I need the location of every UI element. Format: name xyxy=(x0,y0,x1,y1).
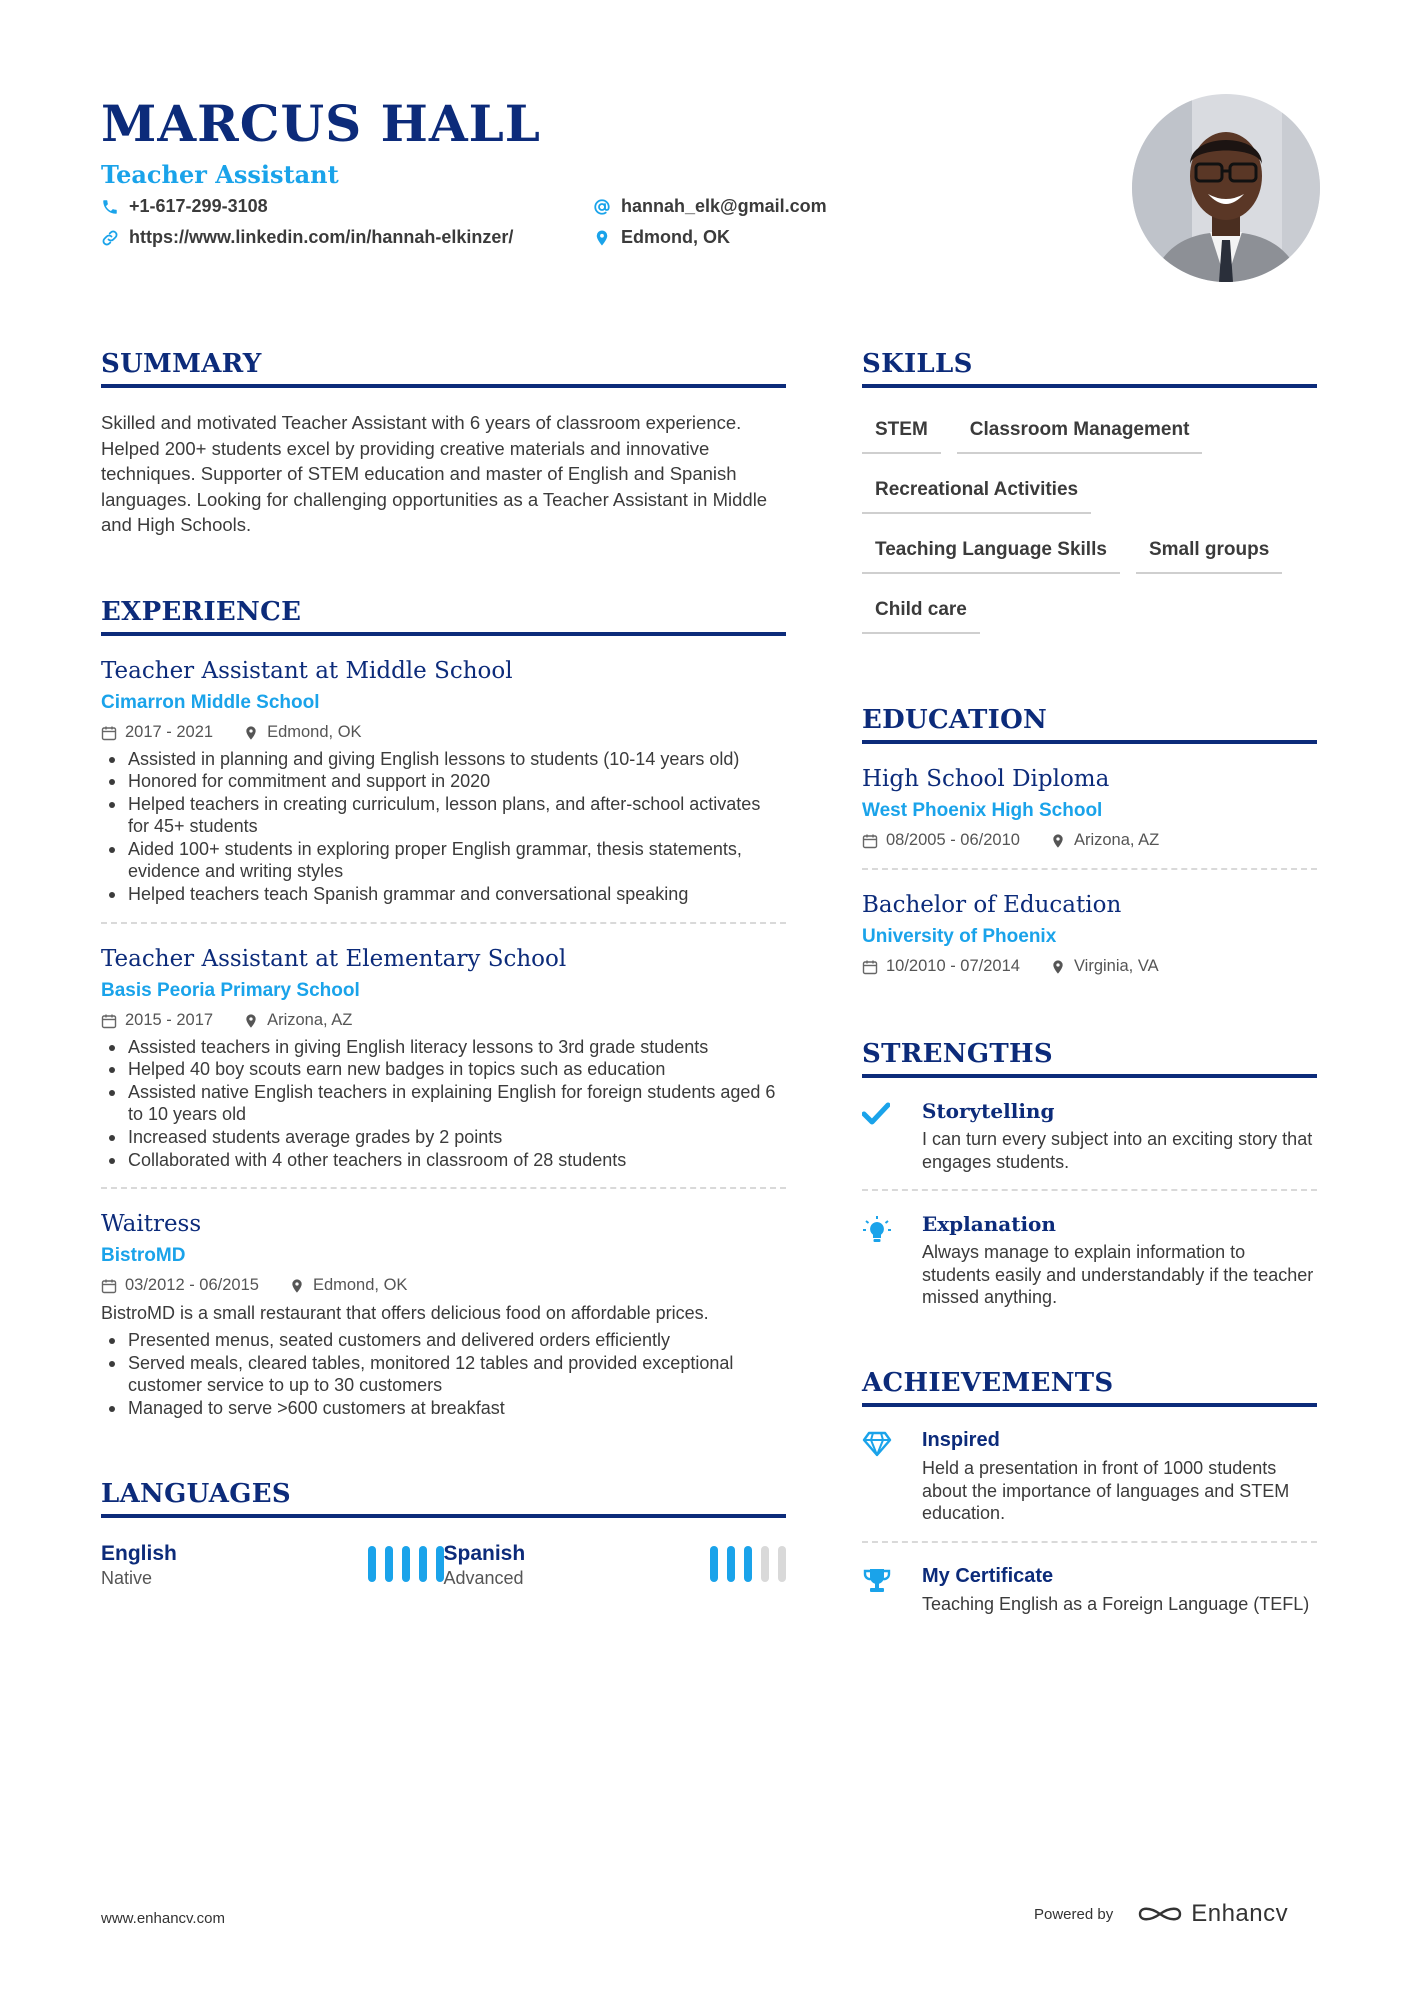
education-heading: EDUCATION xyxy=(862,704,1317,744)
proficiency-bar xyxy=(419,1546,427,1582)
experience-item xyxy=(101,636,786,924)
experience-heading: EXPERIENCE xyxy=(101,596,786,636)
location-pin-icon xyxy=(243,724,259,740)
calendar-icon xyxy=(101,1277,117,1293)
proficiency-bar xyxy=(778,1546,786,1582)
bullet-item: Helped teachers teach Spanish grammar and conversational speaking xyxy=(101,883,786,906)
trophy-icon xyxy=(862,1582,892,1599)
achievements-section xyxy=(862,1367,1317,1615)
footer-branding xyxy=(1034,1900,1288,1928)
skill-tag: Recreational Activities xyxy=(862,472,1091,514)
strength-title: Storytelling xyxy=(922,1099,1055,1123)
proficiency-bar xyxy=(727,1546,735,1582)
enhancv-logo[interactable] xyxy=(1137,1900,1288,1928)
experience-item xyxy=(101,1189,786,1419)
education-location: Virginia, VA xyxy=(1073,957,1159,975)
degree-title: High School Diploma xyxy=(862,766,1110,792)
skill-tag: Teaching Language Skills xyxy=(862,532,1120,574)
bullet-item: Presented menus, seated customers and delivered orders efficiently xyxy=(101,1329,786,1352)
job-location: Edmond, OK xyxy=(267,722,362,741)
link-icon xyxy=(101,229,119,247)
bullet-item: Assisted native English teachers in explaining English for foreign students aged 6 to 10 years old xyxy=(101,1081,786,1126)
education-dates: 10/2010 - 07/2014 xyxy=(886,957,1020,975)
profile-photo xyxy=(1132,94,1320,282)
bullet-item: Assisted teachers in giving English literacy lessons to 3rd grade students xyxy=(101,1036,786,1059)
proficiency-bar xyxy=(402,1546,410,1582)
summary-text: Skilled and motivated Teacher Assistant with 6 years of classroom experience. Helped 200+ students excel by providing creative materials and innovative techniques. Supporter of STEM education and master of English and Spanish languages. Looking for challenging opportunities as a Teacher Assistant in Middle and High Schools. xyxy=(101,412,768,535)
contact-linkedin[interactable] xyxy=(101,227,513,248)
calendar-icon xyxy=(862,832,878,848)
experience-item xyxy=(101,924,786,1190)
right-column xyxy=(862,348,1317,1615)
summary-section xyxy=(101,348,786,538)
languages-list xyxy=(101,1542,786,1590)
contact-location xyxy=(593,227,730,248)
brand-name: Enhancv xyxy=(1191,1900,1289,1927)
proficiency-bar xyxy=(761,1546,769,1582)
skill-tag: Child care xyxy=(862,592,980,634)
bullet-item: Helped teachers in creating curriculum, lesson plans, and after-school activates for 45+ students xyxy=(101,793,786,838)
strengths-heading: STRENGTHS xyxy=(862,1038,1317,1078)
language-name: Spanish xyxy=(443,1541,526,1565)
job-description: BistroMD is a small restaurant that offers delicious food on affordable prices. xyxy=(101,1303,709,1324)
diamond-icon xyxy=(862,1444,892,1461)
experience-section xyxy=(101,596,786,1420)
education-section xyxy=(862,704,1317,978)
achievement-desc: Teaching English as a Foreign Language (TEFL) xyxy=(922,1593,1310,1614)
degree-title: Bachelor of Education xyxy=(862,892,1122,918)
job-title: Waitress xyxy=(101,1211,202,1238)
achievement-title: Inspired xyxy=(922,1428,1000,1451)
location-pin-icon xyxy=(243,1012,259,1028)
language-name: English xyxy=(101,1541,177,1565)
proficiency-bar xyxy=(744,1546,752,1582)
proficiency-bar xyxy=(436,1546,444,1582)
job-meta xyxy=(101,1273,786,1297)
footer-website[interactable]: www.enhancv.com xyxy=(101,1910,225,1927)
bullet-item: Assisted in planning and giving English lessons to students (10-14 years old) xyxy=(101,748,786,771)
job-dates: 2017 - 2021 xyxy=(125,722,214,741)
achievement-item xyxy=(862,1543,1317,1616)
location-text: Edmond, OK xyxy=(621,227,730,247)
job-company: Basis Peoria Primary School xyxy=(101,979,360,1001)
strength-item xyxy=(862,1191,1317,1309)
language-item xyxy=(444,1542,787,1590)
job-dates: 2015 - 2017 xyxy=(125,1010,214,1029)
education-dates: 08/2005 - 06/2010 xyxy=(886,831,1020,849)
proficiency-bar xyxy=(368,1546,376,1582)
location-pin-icon xyxy=(289,1277,305,1293)
lightbulb-icon xyxy=(862,1232,892,1249)
bullet-item: Served meals, cleared tables, monitored 12 tables and provided exceptional customer service to up to 30 customers xyxy=(101,1352,786,1397)
resume-header xyxy=(101,94,1101,190)
check-icon xyxy=(862,1113,890,1130)
candidate-name: MARCUS HALL xyxy=(101,94,541,153)
job-company: Cimarron Middle School xyxy=(101,691,320,713)
strength-desc: Always manage to explain information to students easily and understandably if the teacher missed anything. xyxy=(922,1242,1314,1308)
contact-email[interactable] xyxy=(593,196,827,217)
job-location: Edmond, OK xyxy=(312,1276,408,1295)
language-item xyxy=(101,1542,444,1590)
calendar-icon xyxy=(101,1012,117,1028)
strength-desc: I can turn every subject into an exciting story that engages students. xyxy=(922,1129,1313,1172)
job-bullets xyxy=(101,1329,786,1419)
strength-item xyxy=(862,1078,1317,1173)
left-column xyxy=(101,348,786,1590)
achievement-desc: Held a presentation in front of 1000 students about the importance of languages and STEM education. xyxy=(922,1457,1290,1524)
contact-phone[interactable] xyxy=(101,196,268,217)
job-bullets xyxy=(101,748,786,906)
language-proficiency-bars xyxy=(701,1546,786,1582)
phone-icon xyxy=(101,198,119,216)
location-pin-icon xyxy=(1050,832,1066,848)
language-proficiency-bars xyxy=(359,1546,444,1582)
bullet-item: Honored for commitment and support in 2020 xyxy=(101,770,786,793)
email-text: hannah_elk@gmail.com xyxy=(621,196,827,216)
education-item xyxy=(862,870,1317,978)
bullet-item: Increased students average grades by 2 points xyxy=(101,1126,786,1149)
location-pin-icon xyxy=(1050,958,1066,974)
school-name: West Phoenix High School xyxy=(862,800,1103,821)
skills-heading: SKILLS xyxy=(862,348,1317,388)
strengths-section xyxy=(862,1038,1317,1309)
skill-tag: Small groups xyxy=(1136,532,1282,574)
at-icon xyxy=(593,198,611,216)
calendar-icon xyxy=(101,724,117,740)
education-location: Arizona, AZ xyxy=(1073,831,1160,849)
phone-text: +1-617-299-3108 xyxy=(129,196,268,216)
achievement-title: My Certificate xyxy=(922,1564,1054,1587)
education-meta xyxy=(862,954,1317,978)
job-title: Teacher Assistant at Middle School xyxy=(101,657,513,684)
bullet-item: Collaborated with 4 other teachers in classroom of 28 students xyxy=(101,1149,786,1172)
education-meta xyxy=(862,828,1317,852)
bullet-item: Managed to serve >600 customers at breakfast xyxy=(101,1397,786,1420)
job-meta xyxy=(101,1008,786,1032)
languages-section xyxy=(101,1478,786,1590)
language-level: Advanced xyxy=(443,1567,524,1588)
school-name: University of Phoenix xyxy=(862,926,1057,947)
summary-heading: SUMMARY xyxy=(101,348,786,388)
job-bullets xyxy=(101,1036,786,1172)
language-level: Native xyxy=(101,1567,153,1588)
location-pin-icon xyxy=(593,229,611,247)
powered-by-text: Powered by xyxy=(1034,1905,1114,1923)
linkedin-text: https://www.linkedin.com/in/hannah-elkinzer/ xyxy=(129,227,514,247)
languages-heading: LANGUAGES xyxy=(101,1478,786,1518)
achievement-item xyxy=(862,1407,1317,1525)
skill-tag: Classroom Management xyxy=(957,412,1203,454)
contact-info xyxy=(101,196,861,256)
job-meta xyxy=(101,720,786,744)
enhancv-logo-icon xyxy=(1137,1903,1183,1925)
job-dates: 03/2012 - 06/2015 xyxy=(125,1276,259,1295)
job-company: BistroMD xyxy=(101,1245,186,1267)
skills-list xyxy=(862,412,1317,652)
strength-title: Explanation xyxy=(922,1212,1056,1237)
job-location: Arizona, AZ xyxy=(267,1010,353,1029)
job-title: Teacher Assistant at Elementary School xyxy=(101,945,567,972)
calendar-icon xyxy=(862,958,878,974)
proficiency-bar xyxy=(710,1546,718,1582)
candidate-title: Teacher Assistant xyxy=(101,160,339,189)
skills-section xyxy=(862,348,1317,652)
education-item xyxy=(862,744,1317,870)
proficiency-bar xyxy=(385,1546,393,1582)
skill-tag: STEM xyxy=(862,412,941,454)
bullet-item: Helped 40 boy scouts earn new badges in topics such as education xyxy=(101,1058,786,1081)
bullet-item: Aided 100+ students in exploring proper English grammar, thesis statements, evidence and writing styles xyxy=(101,838,786,883)
achievements-heading: ACHIEVEMENTS xyxy=(862,1367,1317,1407)
